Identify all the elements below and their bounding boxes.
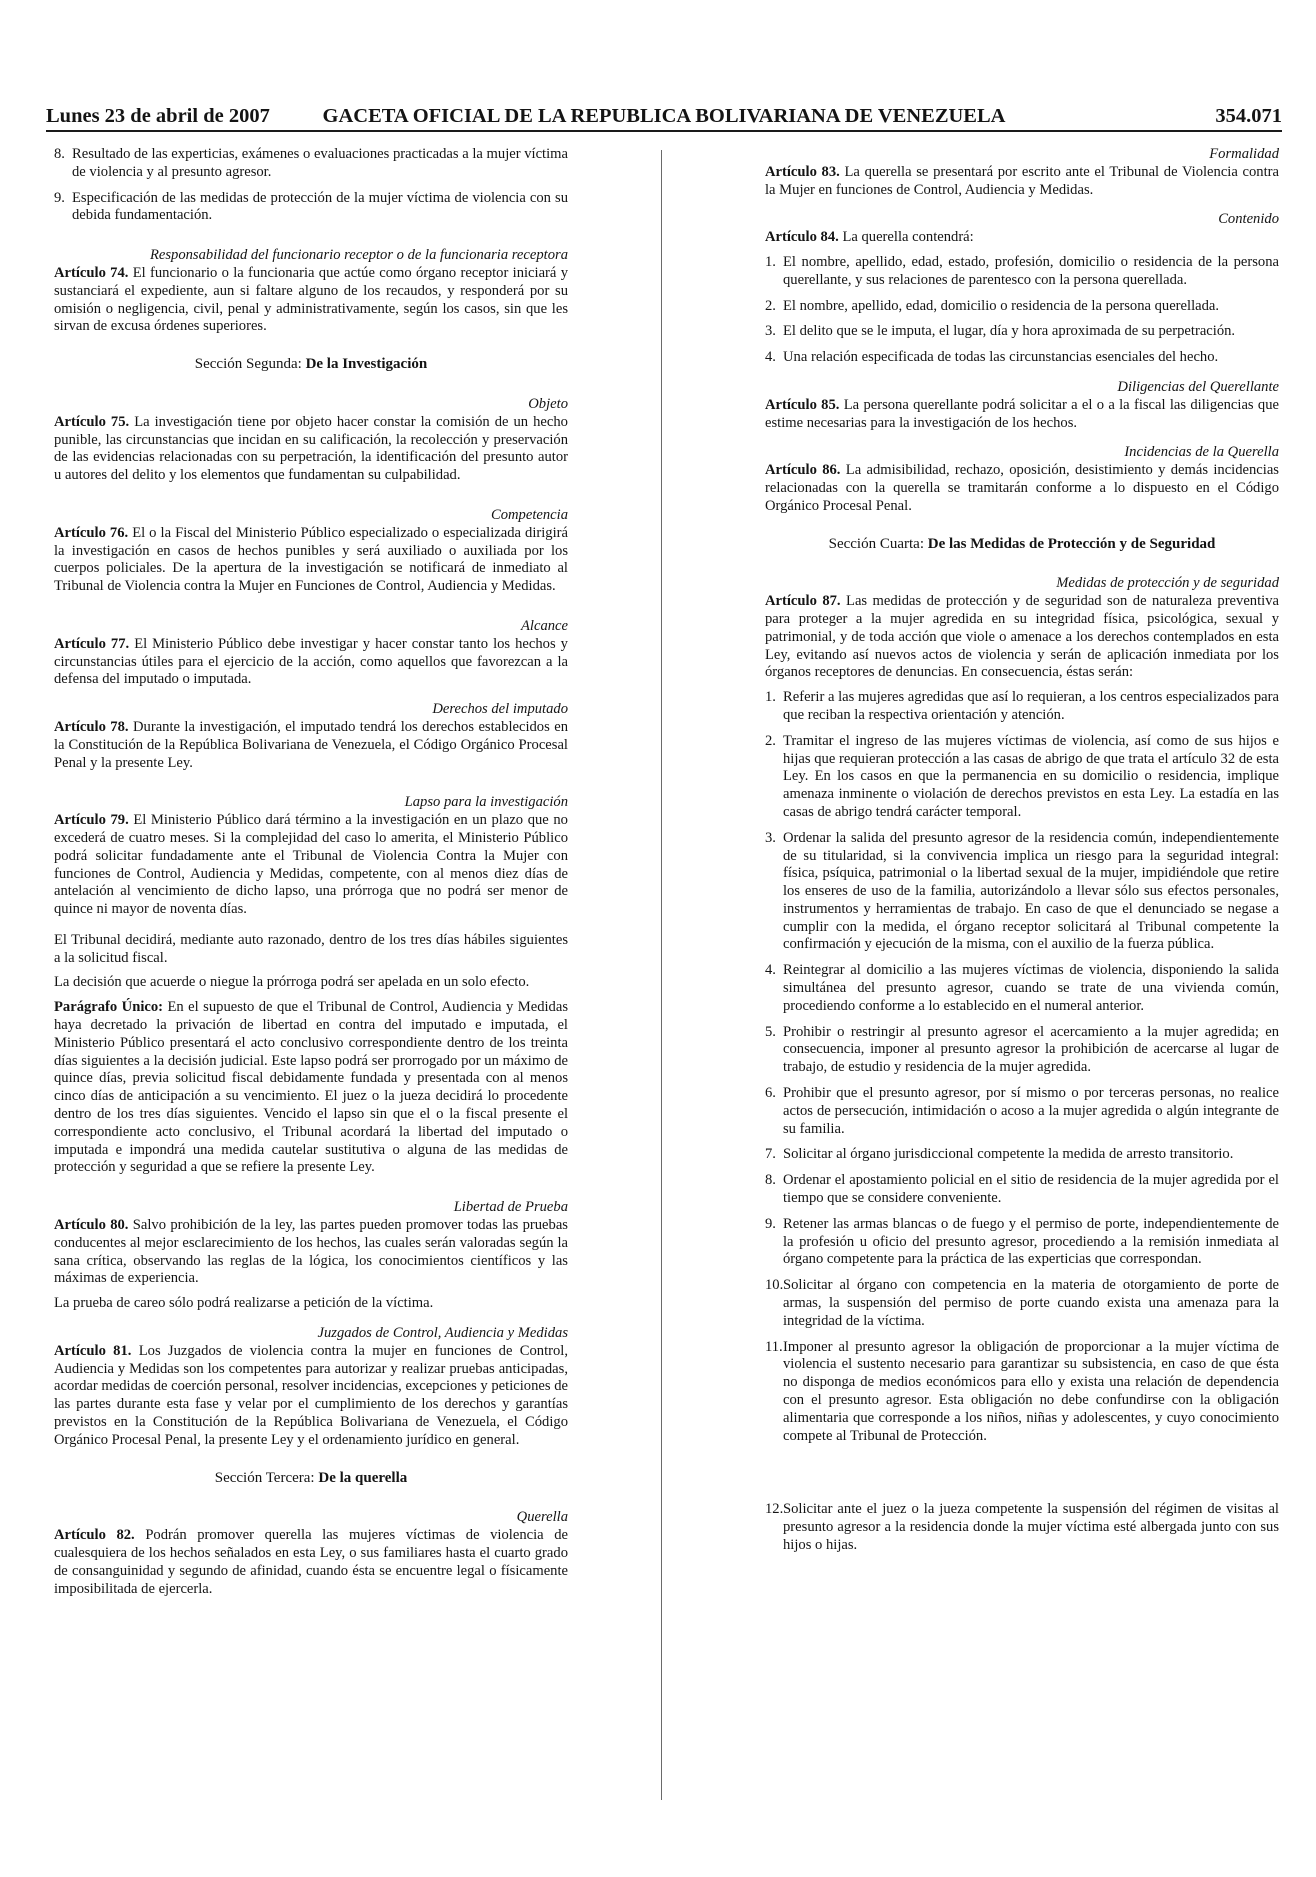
article-label: Artículo 84.	[765, 229, 839, 246]
article-label: Artículo 74.	[54, 264, 129, 281]
list-item	[765, 1339, 1279, 1446]
article-84	[765, 229, 1279, 247]
article-text: La admisibilidad, rechazo, oposición, desistimiento y demás incidencias relacionadas con la querella se tramitarán conforme a lo dispuesto en el Código Orgánico Procesal Penal.	[765, 462, 1279, 514]
article-87	[765, 593, 1279, 682]
item-number: 1.	[765, 689, 776, 706]
item-text: El nombre, apellido, edad, estado, profesión, domicilio o residencia de la persona querellante, y sus relaciones de parentesco con la persona querellada.	[783, 253, 1279, 288]
article-80-paragraph: La prueba de careo sólo podrá realizarse a petición de la víctima.	[54, 1295, 434, 1312]
section-heading	[54, 356, 568, 374]
list-item	[765, 349, 1279, 367]
item-text: Retener las armas blancas o de fuego y el permiso de porte, independientemente de la profesión u oficio del presunto agresor, procediendo a la remisión inmediata al órgano competente para la práctica de las experticias que correspondan.	[783, 1215, 1279, 1268]
item-text: El nombre, apellido, edad, domicilio o residencia de la persona querellada.	[783, 297, 1220, 314]
gazette-title: GACETA OFICIAL DE LA REPUBLICA BOLIVARIANA DE VENEZUELA	[322, 105, 1006, 127]
paragrafo-unico	[54, 999, 568, 1177]
article-label: Artículo 76.	[54, 524, 129, 541]
article-heading: Incidencias de la Querella	[1124, 444, 1279, 461]
article-heading: Querella	[516, 1509, 568, 1526]
section-prefix: Sección Cuarta:	[828, 535, 928, 552]
article-heading: Competencia	[490, 506, 568, 523]
section-prefix: Sección Segunda:	[194, 356, 306, 373]
list-item	[54, 190, 568, 226]
list-item	[765, 962, 1279, 1015]
item-text: Ordenar la salida del presunto agresor de la residencia común, independientemente de su titularidad, si la convivencia implica un riesgo para la seguridad integral: física, psíquica, patrimonial o la libertad sexual de la mujer, impidiéndole que retire los enseres de uso de la familia, autorizándolo a llevar sólo sus efectos personales, instrumentos y herramientas de trabajo. En caso de que el denunciado se negase a cumplir con la medida, el órgano receptor solicitará al Tribunal competente la confirmación y ejecución de la misma, con el auxilio de la fuerza pública.	[783, 829, 1279, 953]
article-heading: Objeto	[528, 395, 568, 412]
section-name: De la Investigación	[305, 356, 428, 373]
article-label: Artículo 86.	[765, 462, 841, 479]
article-text: El Ministerio Público dará término a la investigación en un plazo que no excederá de cuatro meses. Si la complejidad del caso lo amerita, el Ministerio Público podrá solicitar fundadamente ante el Tribunal de Violencia Contra la Mujer con funciones de Control, Audiencia y Medidas, competente, con al menos diez días de antelación al vencimiento de dicho lapso, una prórroga que no podrá ser menor de quince ni mayor de noventa días.	[54, 812, 568, 918]
paragraph-label: Parágrafo Único:	[54, 999, 164, 1016]
article-label: Artículo 82.	[54, 1527, 135, 1544]
article-79-paragraph: La decisión que acuerde o niegue la prórroga podrá ser apelada en un solo efecto.	[54, 974, 530, 991]
article-label: Artículo 77.	[54, 635, 130, 652]
list-item	[54, 146, 568, 182]
article-text: El o la Fiscal del Ministerio Público especializado o especializada dirigirá la investigación en casos de hechos punibles y será auxiliado o auxiliada por los cuerpos policiales. De la apertura de la investigación se notificará de inmediato al Tribunal de Violencia contra la Mujer en Funciones de Control, Audiencia y Medidas.	[54, 524, 568, 595]
list-item	[765, 323, 1279, 341]
article-78	[54, 719, 568, 772]
article-80	[54, 1217, 568, 1288]
article-text: Salvo prohibición de la ley, las partes pueden promover todas las pruebas conducentes al mejor esclarecimiento de los hechos, las cuales serán valoradas según la sana crítica, observando las reglas de la lógica, los conocimientos científicos y las máximas de experiencia.	[54, 1217, 568, 1287]
article-label: Artículo 75.	[54, 413, 130, 430]
item-number: 5.	[765, 1023, 776, 1040]
issue-date: Lunes 23 de abril de 2007	[46, 105, 270, 127]
article-label: Artículo 79.	[54, 812, 129, 829]
article-label: Artículo 80.	[54, 1217, 129, 1234]
item-number: 3.	[765, 323, 776, 340]
item-text: Prohibir que el presunto agresor, por sí mismo o por terceras personas, no realice actos de persecución, intimidación o acoso a la mujer agredida o algún integrante de su familia.	[783, 1085, 1279, 1137]
article-text: Los Juzgados de violencia contra la mujer en funciones de Control, Audiencia y Medidas son los competentes para autorizar y realizar pruebas anticipadas, acordar medidas de coerción personal, resolver incidencias, excepciones y peticiones de las partes durante esta fase y velar por el cumplimiento de los derechos y garantías previstos en la Constitución de la República Bolivariana de Venezuela, el Código Orgánico Procesal Penal, la presente Ley y el ordenamiento jurídico en general.	[54, 1342, 568, 1448]
item-text: Prohibir o restringir al presunto agresor el acercamiento a la mujer agredida; en consecuencia, imponer al presunto agresor la prohibición de acercarse al lugar de trabajo, de estudio y residencia de la mujer agredida.	[783, 1023, 1279, 1076]
list-item	[765, 1172, 1279, 1208]
right-column	[765, 146, 1279, 1563]
article-83	[765, 164, 1279, 200]
article-heading: Contenido	[1218, 211, 1279, 228]
article-label: Artículo 81.	[54, 1342, 132, 1359]
section-name: De la querella	[318, 1469, 408, 1486]
article-82	[54, 1527, 568, 1598]
section-prefix: Sección Tercera:	[214, 1469, 319, 1486]
list-item	[765, 1146, 1279, 1164]
item-number: 3.	[765, 829, 776, 846]
list-item	[765, 733, 1279, 822]
section-name: De las Medidas de Protección y de Seguridad	[927, 535, 1216, 552]
article-text: Podrán promover querella las mujeres víctimas de violencia de cualesquiera de los hechos señalados en esta Ley, o sus familiares hasta el cuarto grado de consanguinidad y segundo de afinidad, cuando ésta se encuentre legal o físicamente imposibilitada de ejercerla.	[54, 1527, 568, 1597]
left-column	[54, 146, 568, 1605]
article-heading: Juzgados de Control, Audiencia y Medidas	[317, 1325, 568, 1342]
item-number: 2.	[765, 297, 776, 314]
article-77	[54, 636, 568, 689]
article-heading: Diligencias del Querellante	[1117, 378, 1279, 395]
article-81	[54, 1343, 568, 1450]
item-number: 1.	[765, 253, 776, 270]
article-text: La investigación tiene por objeto hacer constar la comisión de un hecho punible, las circunstancias que incidan en su calificación, la recolección y preservación de las evidencias relacionadas con su perpetración, la identificación del presunto autor u autores del delito y los elementos que fundamentan su culpabilidad.	[54, 413, 568, 484]
article-label: Artículo 85.	[765, 396, 840, 413]
item-text: Solicitar ante el juez o la jueza competente la suspensión del régimen de visitas al presunto agresor a la residencia donde la mujer víctima esté albergada junto con sus hijos o hijas.	[783, 1501, 1279, 1553]
article-text: Las medidas de protección y de seguridad son de naturaleza preventiva para proteger a la mujer agredida en su integridad física, psicológica, sexual y patrimonial, y de toda acción que viole o amenace a los derechos contemplados en esta Ley, evitando así nuevos actos de violencia y serán de aplicación inmediata por los órganos receptores de denuncias. En consecuencia, éstas serán:	[765, 593, 1279, 681]
article-heading: Lapso para la investigación	[404, 794, 568, 811]
item-text: Una relación especificada de todas las circunstancias esenciales del hecho.	[783, 349, 1219, 366]
article-text: La querella se presentará por escrito ante el Tribunal de Violencia contra la Mujer en funciones de Control, Audiencia y Medidas.	[765, 163, 1279, 198]
item-text: Solicitar al órgano con competencia en la materia de otorgamiento de porte de armas, la suspensión del permiso de porte cuando exista una amenaza para la integridad de la víctima.	[783, 1277, 1279, 1329]
item-number: 6.	[765, 1085, 776, 1102]
item-text: Referir a las mujeres agredidas que así lo requieran, a los centros especializados para que reciban la respectiva orientación y atención.	[783, 689, 1279, 723]
article-text: La querella contendrá:	[842, 229, 974, 246]
item-number: 12.	[765, 1501, 784, 1518]
list-item	[765, 1501, 1279, 1554]
article-text: La persona querellante podrá solicitar a el o a la fiscal las diligencias que estime necesarias para la investigación de los hechos.	[765, 396, 1279, 431]
list-item	[765, 1085, 1279, 1138]
list-item	[765, 1216, 1279, 1269]
item-number: 2.	[765, 732, 776, 749]
article-76	[54, 525, 568, 596]
item-number: 9.	[54, 189, 65, 206]
item-text: Tramitar el ingreso de las mujeres víctimas de violencia, así como de sus hijos e hijas que requieran protección a las casas de abrigo de que trata el artículo 32 de esta Ley. En los casos en que la permanencia en su domicilio o residencia, implique amenaza inminente o violación de derechos previstos en esta Ley. La estadía en las casas de abrigo tendrá carácter temporal.	[783, 732, 1279, 820]
item-text: Solicitar al órgano jurisdiccional competente la medida de arresto transitorio.	[783, 1146, 1234, 1163]
article-heading: Medidas de protección y de seguridad	[1056, 575, 1279, 592]
article-85	[765, 397, 1279, 433]
item-text: Especificación de las medidas de protección de la mujer víctima de violencia con su debida fundamentación.	[72, 189, 568, 224]
list-item	[765, 1277, 1279, 1330]
item-number: 11.	[765, 1338, 783, 1355]
article-label: Artículo 83.	[765, 163, 840, 180]
item-text: Reintegrar al domicilio a las mujeres víctimas de violencia, disponiendo la salida simultánea del presunto agresor, cuando se trate de una vivienda común, procediendo conforme a lo establecido en el numeral anterior.	[783, 962, 1279, 1014]
list-item	[765, 1024, 1279, 1077]
page-header	[46, 100, 1282, 132]
item-number: 4.	[765, 349, 776, 366]
article-79-paragraph: El Tribunal decidirá, mediante auto razonado, dentro de los tres días hábiles siguientes a la solicitud fiscal.	[54, 931, 568, 966]
section-heading	[54, 1470, 568, 1488]
article-heading: Derechos del imputado	[432, 701, 568, 718]
column-divider	[661, 150, 662, 1800]
section-heading	[765, 536, 1279, 554]
item-text: Imponer al presunto agresor la obligación de proporcionar a la mujer víctima de violencia el sustento necesario para garantizar su subsistencia, en caso de que ésta no disponga de medios económicos para ello y exista una relación de dependencia con el presunto agresor. Esta obligación no debe confundirse con la obligación alimentaria que corresponde a los niños, niñas y adolescentes, y cuyo conocimiento compete al Tribunal de Protección.	[783, 1338, 1279, 1444]
article-text: Durante la investigación, el imputado tendrá los derechos establecidos en la Constitución de la República Bolivariana de Venezuela, el Código Orgánico Procesal Penal y la presente Ley.	[54, 718, 568, 771]
item-text: El delito que se le imputa, el lugar, día y hora aproximada de su perpetración.	[783, 323, 1236, 340]
item-number: 7.	[765, 1146, 776, 1163]
item-number: 10.	[765, 1277, 784, 1294]
list-item	[765, 298, 1279, 316]
item-text: Resultado de las experticias, exámenes o evaluaciones practicadas a la mujer víctima de violencia y al presunto agresor.	[72, 146, 568, 180]
article-heading: Libertad de Prueba	[453, 1199, 568, 1216]
article-text: El funcionario o la funcionaria que actúe como órgano receptor iniciará y sustanciará el expediente, aun si faltare alguno de los recaudos, y responderá por su omisión o negligencia, civil, penal y administrativamente, según los casos, sin que les sirvan de excusa órdenes superiores.	[54, 264, 568, 335]
article-74	[54, 265, 568, 336]
paragraph-text: En el supuesto de que el Tribunal de Control, Audiencia y Medidas haya decretado la privación de libertad en contra del imputado e imputada, el Ministerio Público presentará el acto conclusivo correspondiente dentro de los treinta días siguientes a la decisión judicial. Este lapso podrá ser prorrogado por un máximo de quince días, previa solicitud fiscal debidamente fundada y presentada con al menos cinco días de anticipación a su vencimiento. El juez o la jueza decidirá lo procedente dentro de los tres días siguientes. Vencido el lapso sin que el o la fiscal presente el correspondiente acto conclusivo, el Tribunal acordará la libertad del imputado o imputada e impondrá una medida cautelar sustitutiva o alguna de las medidas de protección y seguridad a que se refiere la presente Ley.	[54, 999, 568, 1176]
article-heading: Formalidad	[1209, 146, 1279, 162]
article-79	[54, 812, 568, 919]
article-75	[54, 414, 568, 485]
article-86	[765, 462, 1279, 515]
item-number: 4.	[765, 962, 776, 979]
article-heading: Alcance	[521, 617, 568, 634]
list-item	[765, 689, 1279, 725]
item-number: 8.	[765, 1172, 776, 1189]
item-text: Ordenar el apostamiento policial en el sitio de residencia de la mujer agredida por el tiempo que se considere conveniente.	[783, 1172, 1279, 1207]
list-item	[765, 254, 1279, 290]
list-item	[765, 830, 1279, 955]
item-number: 8.	[54, 146, 65, 162]
article-text: El Ministerio Público debe investigar y hacer constar tanto los hechos y circunstancias útiles para el ejercicio de la acción, como aquellos que favorezcan a la defensa del imputado o imputada.	[54, 635, 568, 688]
article-label: Artículo 78.	[54, 718, 129, 735]
article-label: Artículo 87.	[765, 593, 841, 610]
article-heading: Responsabilidad del funcionario receptor o de la funcionaria receptora	[149, 247, 568, 264]
page-number: 354.071	[1215, 105, 1282, 127]
item-number: 9.	[765, 1215, 776, 1232]
